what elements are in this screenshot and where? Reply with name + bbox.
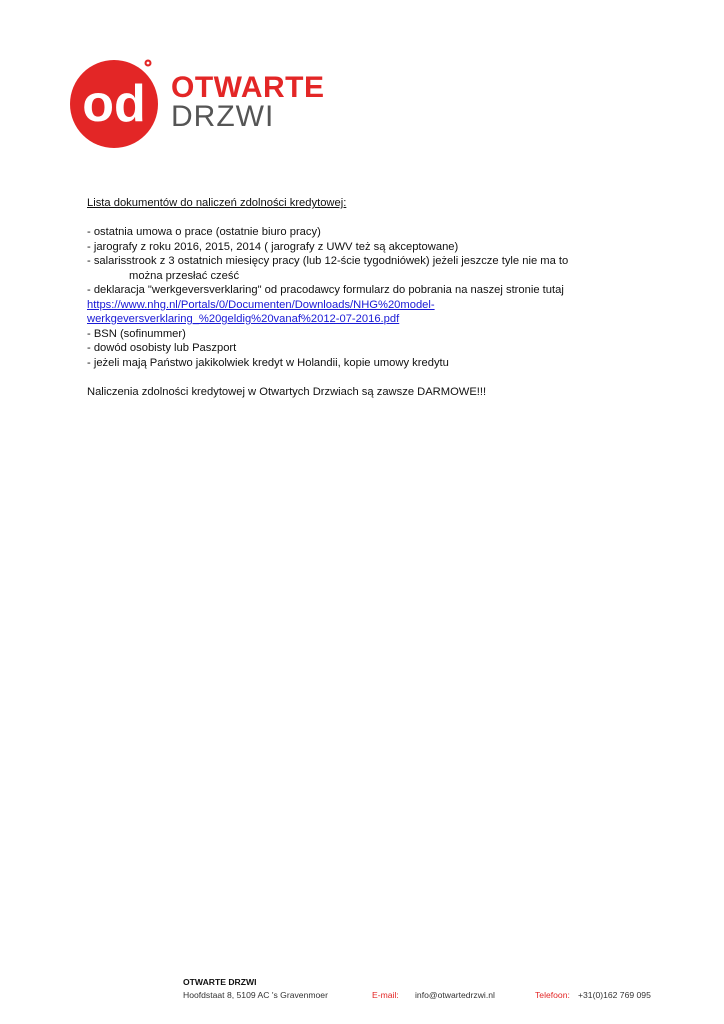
nhg-download-link-continued[interactable]: werkgeversverklaring_%20geldig%20vanaf%2012-07-2016.pdf bbox=[87, 313, 400, 325]
document-heading: Lista dokumentów do naliczeń zdolności kredytowej: bbox=[87, 197, 347, 209]
list-item: - jarografy z roku 2016, 2015, 2014 ( jarografy z UWV też są akceptowane) bbox=[87, 240, 459, 253]
list-item: - salarisstrook z 3 ostatnich miesięcy pracy (lub 12-ście tygodniówek) jeżeli jeszcze tyle nie ma to bbox=[87, 255, 569, 267]
list-item: - BSN (sofinummer) bbox=[87, 327, 186, 340]
footer-phone-value: +31(0)162 769 095 bbox=[578, 990, 651, 1000]
list-item-continuation: można przesłać cześć bbox=[129, 269, 240, 282]
list-item: - dowód osobisty lub Paszport bbox=[87, 342, 237, 354]
brand-name-line1: OTWARTE bbox=[171, 71, 325, 104]
list-item: - deklaracja "werkgeversverklaring" od pracodawcy formularz do pobrania na naszej stronie tutaj bbox=[87, 284, 564, 296]
logo-mark-text: od bbox=[82, 75, 146, 133]
company-logo bbox=[68, 56, 328, 152]
list-item: - ostatnia umowa o prace (ostatnie biuro pracy) bbox=[87, 226, 321, 238]
nhg-download-link[interactable]: https://www.nhg.nl/Portals/0/Documenten/Downloads/NHG%20model- bbox=[87, 298, 435, 311]
brand-name-line2: DRZWI bbox=[171, 100, 275, 133]
footer-phone-label: Telefoon: bbox=[535, 990, 570, 1000]
document-body bbox=[87, 196, 627, 399]
list-item: - jeżeli mają Państwo jakikolwiek kredyt w Holandii, kopie umowy kredytu bbox=[87, 356, 449, 369]
footer-address: Hoofdstaat 8, 5109 AC 's Gravenmoer bbox=[183, 990, 328, 1000]
footer-email-value[interactable]: info@otwartedrzwi.nl bbox=[415, 990, 495, 1000]
closing-statement: Naliczenia zdolności kredytowej w Otwartych Drzwiach są zawsze DARMOWE!!! bbox=[87, 385, 487, 398]
page-footer bbox=[183, 976, 653, 1024]
footer-company-name: OTWARTE DRZWI bbox=[183, 977, 257, 987]
od-logo-mark-icon bbox=[68, 56, 168, 152]
footer-email-label: E-mail: bbox=[372, 990, 399, 1000]
